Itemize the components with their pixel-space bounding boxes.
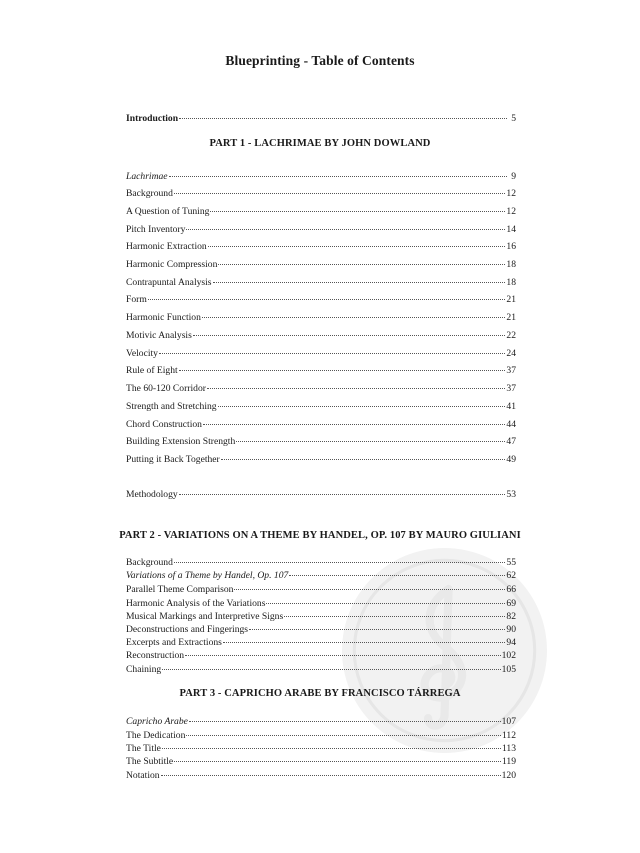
dot-leader bbox=[210, 202, 505, 212]
entry-label: Introduction bbox=[126, 113, 179, 124]
dot-leader bbox=[179, 109, 507, 119]
entry-page: 18 bbox=[506, 277, 516, 288]
entry-page: 49 bbox=[506, 454, 516, 465]
entry-page: 14 bbox=[506, 224, 516, 235]
dot-leader bbox=[148, 290, 506, 300]
entry-page: 47 bbox=[506, 436, 516, 447]
entry-page: 24 bbox=[506, 348, 516, 359]
toc-entry[interactable] bbox=[126, 310, 516, 324]
toc-entry[interactable] bbox=[126, 399, 516, 413]
dot-leader bbox=[266, 594, 505, 604]
dot-leader bbox=[161, 766, 501, 776]
dot-leader bbox=[185, 646, 501, 656]
dot-leader bbox=[186, 220, 505, 230]
entry-label: Capricho Arabe bbox=[126, 716, 188, 727]
entry-page: 112 bbox=[501, 730, 516, 741]
entry-label: Lachrimae bbox=[126, 171, 168, 182]
dot-leader bbox=[189, 712, 501, 722]
entry-label: Notation bbox=[126, 770, 160, 781]
dot-leader bbox=[159, 344, 505, 354]
entry-page: 55 bbox=[506, 557, 516, 568]
entry-page: 94 bbox=[506, 637, 516, 648]
part2-heading: PART 2 - VARIATIONS ON A THEME BY HANDEL, OP. 107 BY MAURO GIULIANI bbox=[119, 530, 521, 541]
toc-entry[interactable] bbox=[126, 434, 516, 448]
entry-page: 5 bbox=[511, 113, 516, 124]
entry-page: 41 bbox=[506, 401, 516, 412]
dot-leader bbox=[186, 726, 501, 736]
entry-label: Deconstructions and Fingerings bbox=[126, 624, 249, 635]
entry-label: The Title bbox=[126, 743, 161, 754]
entry-label: Chord Construction bbox=[126, 419, 202, 430]
part3-heading: PART 3 - CAPRICHO ARABE BY FRANCISCO TÁRREGA bbox=[179, 688, 461, 699]
dot-leader bbox=[236, 432, 505, 442]
entry-label: The Dedication bbox=[126, 730, 186, 741]
toc-entry[interactable] bbox=[126, 257, 516, 271]
entry-label: Contrapuntal Analysis bbox=[126, 277, 212, 288]
entry-page: 12 bbox=[506, 206, 516, 217]
entry-label: Variations of a Theme by Handel, Op. 107 bbox=[126, 570, 289, 581]
entry-label: Harmonic Compression bbox=[126, 259, 218, 270]
entry-label: A Question of Tuning bbox=[126, 206, 210, 217]
toc-entry[interactable] bbox=[126, 204, 516, 218]
dot-leader bbox=[193, 326, 506, 336]
entry-page: 37 bbox=[506, 383, 516, 394]
dot-leader bbox=[249, 620, 505, 630]
toc-entry[interactable] bbox=[126, 381, 516, 395]
entry-label: Form bbox=[126, 294, 147, 305]
entry-label: The 60-120 Corridor bbox=[126, 383, 206, 394]
toc-entry[interactable] bbox=[126, 452, 516, 466]
dot-leader bbox=[218, 397, 506, 407]
dot-leader bbox=[208, 237, 506, 247]
dot-leader bbox=[179, 485, 506, 495]
entry-page: 21 bbox=[506, 294, 516, 305]
entry-page: 44 bbox=[506, 419, 516, 430]
dot-leader bbox=[174, 184, 506, 194]
entry-page: 69 bbox=[506, 598, 516, 609]
entry-page: 37 bbox=[506, 365, 516, 376]
entry-page: 21 bbox=[506, 312, 516, 323]
entry-label: Building Extension Strength bbox=[126, 436, 236, 447]
entry-page: 9 bbox=[511, 171, 516, 182]
toc-entry[interactable] bbox=[126, 363, 516, 377]
dot-leader bbox=[213, 273, 506, 283]
entry-label: Reconstruction bbox=[126, 650, 185, 661]
entry-label: The Subtitle bbox=[126, 756, 174, 767]
dot-leader bbox=[289, 566, 505, 576]
dot-leader bbox=[203, 415, 505, 425]
toc-entry-methodology[interactable] bbox=[126, 487, 516, 501]
toc-entry[interactable] bbox=[126, 275, 516, 289]
entry-label: Harmonic Analysis of the Variations bbox=[126, 598, 266, 609]
entry-label: Harmonic Function bbox=[126, 312, 201, 323]
entry-label: Parallel Theme Comparison bbox=[126, 584, 234, 595]
entry-label: Background bbox=[126, 557, 173, 568]
part1-heading: PART 1 - LACHRIMAE BY JOHN DOWLAND bbox=[209, 138, 431, 149]
entry-page: 90 bbox=[506, 624, 516, 635]
dot-leader bbox=[174, 752, 501, 762]
dot-leader bbox=[162, 660, 500, 670]
toc-entry[interactable] bbox=[126, 328, 516, 342]
dot-leader bbox=[179, 361, 506, 371]
entry-label: Musical Markings and Interpretive Signs bbox=[126, 611, 284, 622]
entry-page: 105 bbox=[501, 664, 516, 675]
entry-label: Rule of Eight bbox=[126, 365, 178, 376]
dot-leader bbox=[207, 379, 505, 389]
entry-label: Harmonic Extraction bbox=[126, 241, 207, 252]
entry-label: Chaining bbox=[126, 664, 162, 675]
page-title: Blueprinting - Table of Contents bbox=[225, 53, 415, 68]
dot-leader bbox=[234, 580, 505, 590]
toc-entry-introduction[interactable] bbox=[126, 111, 516, 125]
entry-page: 53 bbox=[506, 489, 516, 500]
entry-page: 113 bbox=[501, 743, 516, 754]
toc-entry[interactable] bbox=[126, 239, 516, 253]
entry-page: 18 bbox=[506, 259, 516, 270]
entry-page: 16 bbox=[506, 241, 516, 252]
entry-page: 102 bbox=[501, 650, 516, 661]
dot-leader bbox=[202, 308, 506, 318]
entry-page: 22 bbox=[506, 330, 516, 341]
toc-entry[interactable] bbox=[126, 186, 516, 200]
entry-label: Motivic Analysis bbox=[126, 330, 192, 341]
entry-page: 12 bbox=[506, 188, 516, 199]
toc-entry[interactable] bbox=[126, 417, 516, 431]
toc-entry[interactable] bbox=[126, 169, 516, 183]
dot-leader bbox=[221, 450, 506, 460]
toc-entry[interactable] bbox=[126, 346, 516, 360]
entry-label: Background bbox=[126, 188, 173, 199]
toc-entry[interactable] bbox=[126, 768, 516, 782]
dot-leader bbox=[174, 553, 506, 563]
entry-label: Methodology bbox=[126, 489, 178, 500]
dot-leader bbox=[169, 167, 507, 177]
toc-entry[interactable] bbox=[126, 292, 516, 306]
entry-page: 66 bbox=[506, 584, 516, 595]
entry-page: 107 bbox=[501, 716, 516, 727]
entry-label: Excerpts and Extractions bbox=[126, 637, 222, 648]
toc-entry[interactable] bbox=[126, 662, 516, 676]
dot-leader bbox=[162, 739, 501, 749]
entry-label: Strength and Stretching bbox=[126, 401, 217, 412]
entry-page: 120 bbox=[501, 770, 516, 781]
entry-label: Pitch Inventory bbox=[126, 224, 186, 235]
dot-leader bbox=[218, 255, 505, 265]
dot-leader bbox=[223, 633, 506, 643]
entry-label: Velocity bbox=[126, 348, 158, 359]
toc-entry[interactable] bbox=[126, 222, 516, 236]
dot-leader bbox=[284, 607, 505, 617]
entry-page: 82 bbox=[506, 611, 516, 622]
entry-page: 62 bbox=[506, 570, 516, 581]
entry-label: Putting it Back Together bbox=[126, 454, 220, 465]
entry-page: 119 bbox=[501, 756, 516, 767]
